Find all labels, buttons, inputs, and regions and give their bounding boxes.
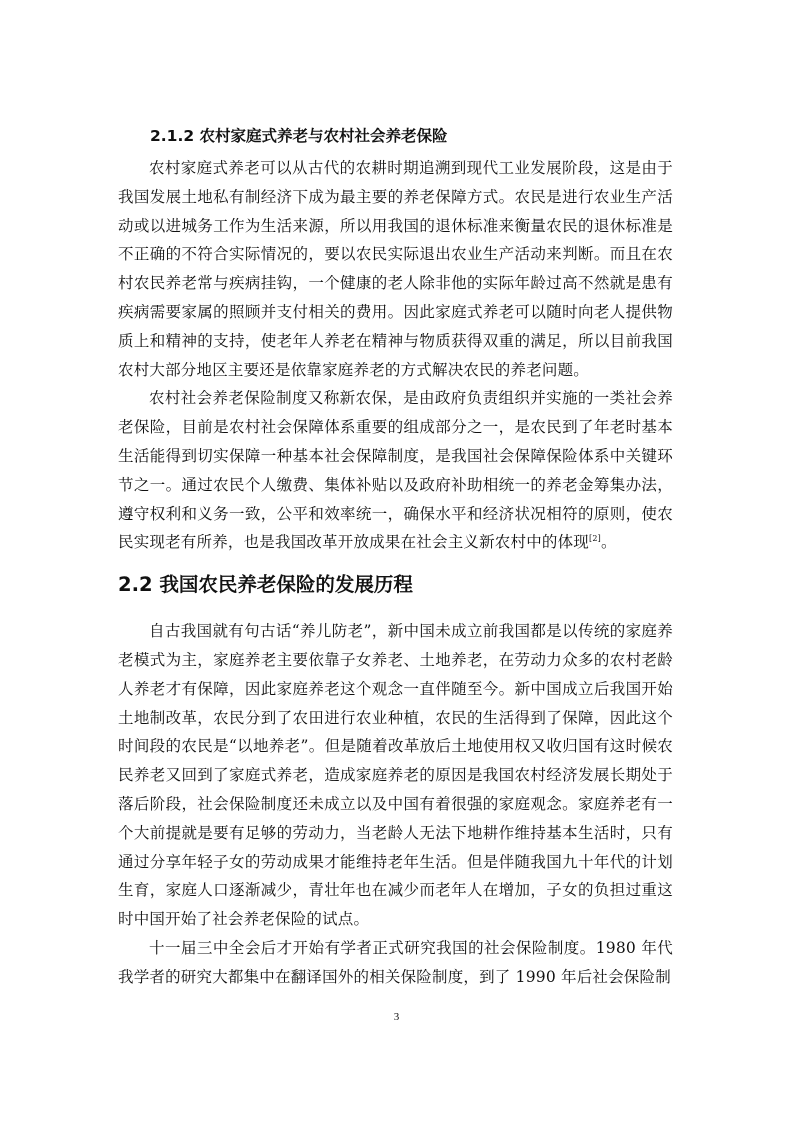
paragraph-closing-mark: 。 — [600, 533, 617, 552]
paragraph-social-pension — [118, 384, 673, 557]
page-number: 3 — [393, 1011, 400, 1023]
page-body — [118, 124, 673, 992]
paragraph-family-pension: 农村家庭式养老可以从古代的农耕时期追溯到现代工业发展阶段，这是由于我国发展土地私有制经济下成为最主要的养老保障方式。农民是进行农业生产活动或以进城务工作为生活来源，所以用我国的退休标准来衡量农民的退休标准是不正确的不符合实际情况的，要以农民实际退出农业生产活动来判断。而且在农村农民养老常与疾病挂钩，一个健康的老人除非他的实际年龄过高不然就是患有疾病需要家属的照顾并支付相关的费用。因此家庭式养老可以随时向老人提供物质上和精神的支持，使老年人养老在精神与物质获得双重的满足，所以目前我国农村大部分地区主要还是依靠家庭养老的方式解决农民的养老问题。 — [118, 159, 673, 379]
section-heading-2-2: 2.2 我国农民养老保险的发展历程 — [118, 573, 413, 597]
paragraph-research: 十一届三中全会后才开始有学者正式研究我国的社会保险制度。1980 年代我学者的研究大都集中在翻译国外的相关保险制度，到了 1990 年后社会保险制 — [118, 938, 673, 986]
paragraph-social-pension-text: 农村社会养老保险制度又称新农保，是由政府负责组织并实施的一类社会养老保险，目前是农村社会保障体系重要的组成部分之一，是农民到了年老时基本生活能得到切实保障一种基本社会保障制度，是我国社会保障保险体系中关键环节之一。通过农民个人缴费、集体补贴以及政府补助相统一的养老金筹集办法，遵守权利和义务一致，公平和效率统一，确保水平和经济状况相符的原则，使农民实现老有所养，也是我国改革开放成果在社会主义新农村中的体现 — [118, 389, 673, 552]
paragraph-history: 自古我国就有句古话“养儿防老”，新中国未成立前我国都是以传统的家庭养老模式为主，家庭养老主要依靠子女养老、土地养老，在劳动力众多的农村老龄人养老才有保障，因此家庭养老这个观念一直伴随至今。新中国成立后我国开始土地制改革，农民分到了农田进行农业种植，农民的生活得到了保障，因此这个时间段的农民是“以地养老”。但是随着改革放后土地使用权又收归国有这时候农民养老又回到了家庭式养老，造成家庭养老的原因是我国农村经济发展长期处于落后阶段，社会保险制度还未成立以及中国有着很强的家庭观念。家庭养老有一个大前提就是要有足够的劳动力，当老龄人无法下地耕作维持基本生活时，只有通过分享年轻子女的劳动成果才能维持老年生活。但是伴随我国九十年代的计划生育，家庭人口逐渐减少，青壮年也在减少而老年人在增加，子女的负担过重这时中国开始了社会养老保险的试点。 — [118, 622, 673, 929]
citation-marker[interactable]: [2] — [589, 534, 601, 544]
section-heading-2-1-2: 2.1.2 农村家庭式养老与农村社会养老保险 — [150, 127, 448, 145]
